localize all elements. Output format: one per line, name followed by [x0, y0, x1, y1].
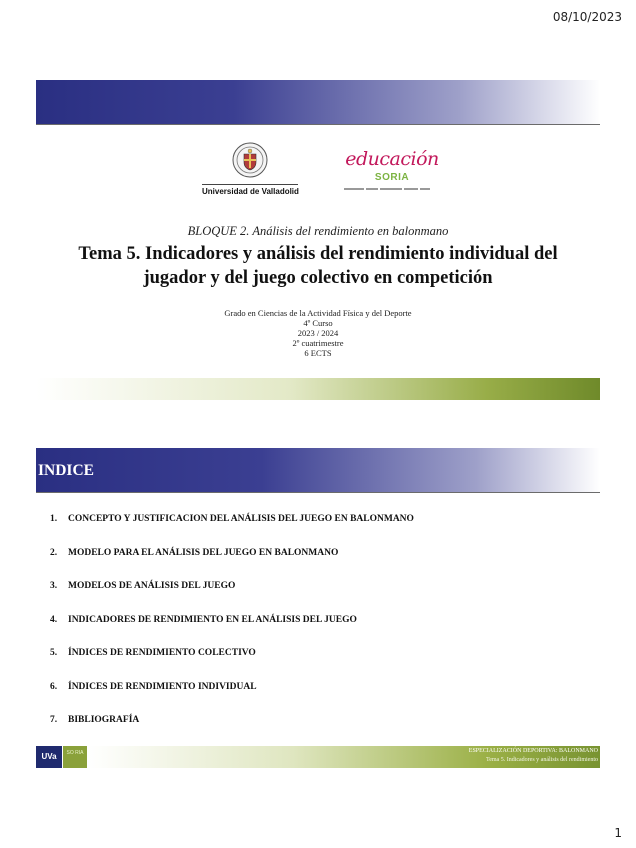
slide-footer — [36, 746, 600, 768]
edu-logo-word: educación — [345, 148, 439, 170]
toc-item-number: 1. — [50, 514, 58, 524]
toc-item — [50, 648, 590, 682]
footer-band — [88, 746, 600, 768]
toc-item-number: 4. — [50, 614, 58, 625]
toc-item — [50, 581, 590, 615]
toc-item-number: 6. — [50, 681, 58, 692]
toc-item — [50, 715, 590, 749]
toc-item — [50, 615, 590, 649]
toc-item-number: 3. — [50, 581, 58, 591]
slide-title: Tema 5. Indicadores y análisis del rendimiento individual del jugador y del juego colectivo en competición — [78, 244, 558, 288]
university-logo-rule — [202, 184, 298, 185]
index-header-bar — [36, 448, 600, 492]
title-slide-header-bar — [36, 80, 600, 124]
toc-item-label: MODELO PARA EL ANÁLISIS DEL JUEGO EN BALONMANO — [68, 547, 339, 558]
footer-course-title: ESPECIALIZACIÓN DEPORTIVA: BALONMANO — [468, 748, 598, 754]
course-text: 4º Curso — [303, 318, 333, 328]
university-name: Universidad de Valladolid — [202, 187, 299, 196]
edu-logo-city: SORIA — [374, 172, 410, 183]
footer-topic-title: Tema 5. Indicadores y análisis del rendimiento — [485, 757, 598, 763]
toc-item-label: ÍNDICES DE RENDIMIENTO INDIVIDUAL — [68, 681, 257, 692]
edu-logo-tagline-graphic — [344, 188, 440, 191]
uva-badge: UVa — [36, 746, 62, 768]
toc-item-number: 5. — [50, 648, 58, 658]
index-slide — [36, 448, 600, 770]
bloque-subtitle: BLOQUE 2. Análisis del rendimiento en balonmano — [187, 224, 449, 238]
toc-item — [50, 548, 590, 582]
toc-item-number: 2. — [50, 547, 58, 558]
toc-item-label: ÍNDICES DE RENDIMIENTO COLECTIVO — [68, 648, 256, 658]
toc-item-label: BIBLIOGRAFÍA — [68, 715, 140, 725]
year-text: 2023 / 2024 — [297, 328, 339, 338]
seal-icon — [232, 142, 268, 178]
page-number: 1 — [614, 826, 622, 840]
table-of-contents — [50, 514, 590, 749]
credits-text: 6 ECTS — [304, 348, 332, 358]
index-header-divider — [36, 492, 600, 493]
index-title: INDICE — [38, 462, 94, 479]
term-text: 2º cuatrimestre — [292, 338, 344, 348]
toc-item — [50, 682, 590, 716]
print-date: 08/10/2023 — [552, 10, 622, 24]
soria-badge: SO RIA — [63, 746, 87, 768]
title-slide — [36, 80, 600, 410]
degree-text: Grado en Ciencias de la Actividad Física y del Deporte — [224, 308, 412, 318]
title-slide-footer-bar — [36, 378, 600, 400]
toc-item-label: INDICADORES DE RENDIMIENTO EN EL ANÁLISIS DEL JUEGO — [68, 614, 357, 625]
toc-item-number: 7. — [50, 715, 58, 725]
toc-item-label: MODELOS DE ANÁLISIS DEL JUEGO — [68, 581, 236, 591]
course-info — [36, 308, 600, 358]
header-divider — [36, 124, 600, 125]
toc-item — [50, 514, 590, 548]
toc-item-label: CONCEPTO Y JUSTIFICACION DEL ANÁLISIS DEL JUEGO EN BALONMANO — [68, 514, 414, 524]
educacion-soria-logo — [344, 148, 440, 200]
university-logo — [202, 142, 298, 198]
